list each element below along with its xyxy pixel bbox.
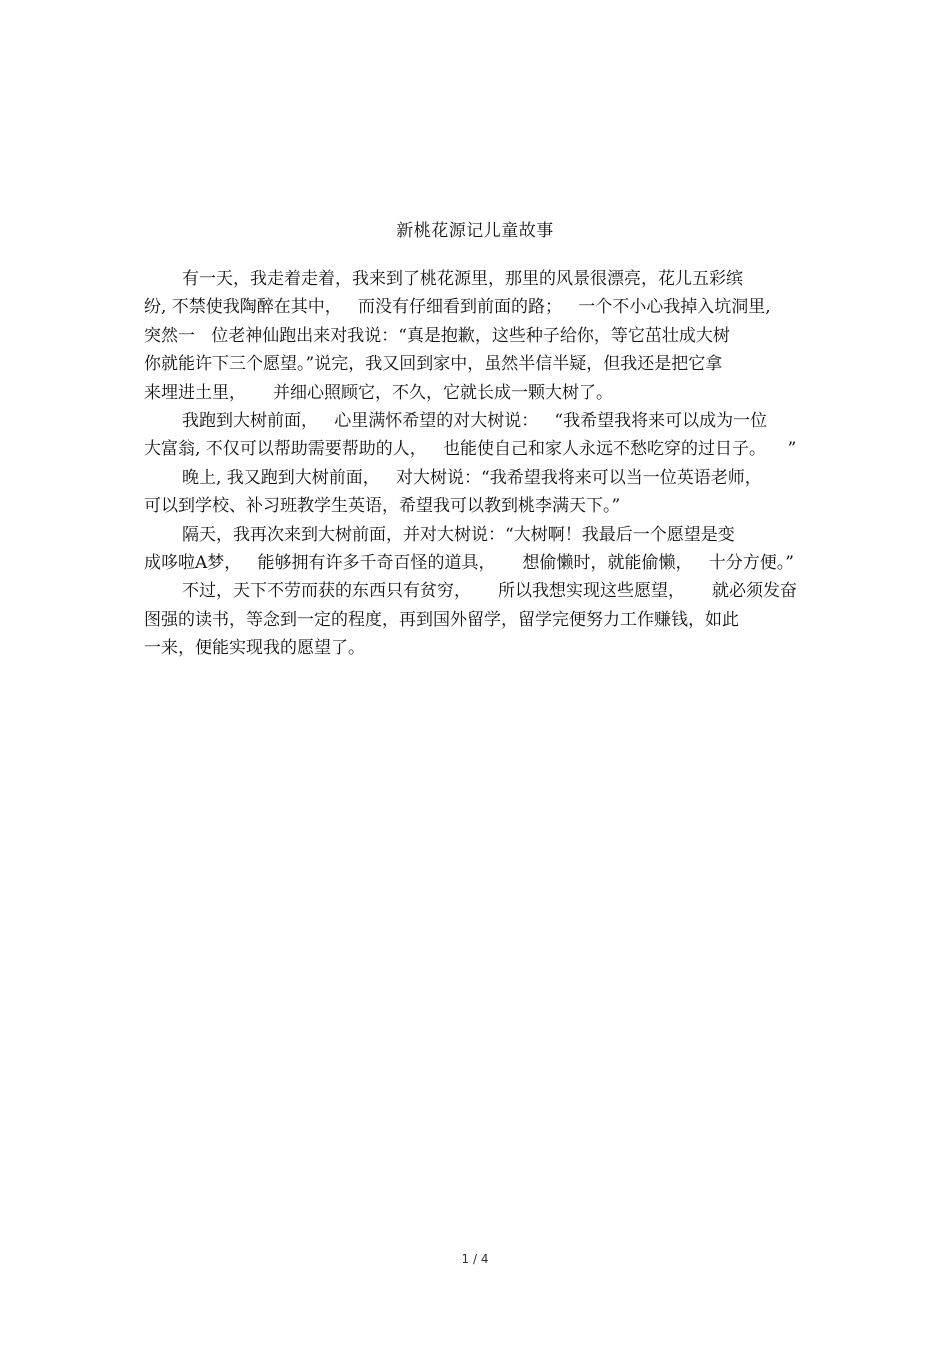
document-body xyxy=(144,265,844,663)
paragraph-1-line-4: 你就能许下三个愿望。”说完，我又回到家中，虽然半信半疑，但我还是把它拿 xyxy=(144,354,723,375)
paragraph-1-line-3: 突然一 位老神仙跑出来对我说：“真是抱歉，这些种子给你，等它茁壮成大树 xyxy=(144,325,730,346)
paragraph-5-line-1: 不过，天下不劳而获的东西只有贫穷， 所以我想实现这些愿望， 就必须发奋 xyxy=(182,581,798,602)
document-title: 新桃花源记儿童故事 xyxy=(396,221,554,241)
paragraph-2-line-2: 大富翁, 不仅可以帮助需要帮助的人， 也能使自己和家人永远不愁吃穿的过日子。 ” xyxy=(144,439,797,460)
paragraph-5-line-3: 一来，便能实现我的愿望了。 xyxy=(144,638,365,659)
page-number: 1 / 4 xyxy=(461,1252,489,1266)
paragraph-1-line-1: 有一天，我走着走着，我来到了桃花源里，那里的风景很漂亮，花儿五彩缤 xyxy=(182,269,743,289)
paragraph-1-line-5: 来埋进土里， 并细心照顾它，不久，它就长成一颗大树了。 xyxy=(144,382,614,403)
paragraph-3-line-2: 可以到学校、补习班教学生英语，希望我可以教到桃李满天下。” xyxy=(144,496,621,517)
paragraph-1-line-2: 纷, 不禁使我陶醉在其中， 而没有仔细看到前面的路； 一个不小心我掉入坑洞里, xyxy=(144,297,771,318)
paragraph-5-line-2: 图强的读书，等念到一定的程度，再到国外留学，留学完便努力工作赚钱，如此 xyxy=(144,609,739,630)
paragraph-2-line-1: 我跑到大树前面， 心里满怀希望的对大树说： “我希望我将来可以成为一位 xyxy=(182,411,768,432)
paragraph-3-line-1: 晚上, 我又跑到大树前面， 对大树说：“我希望我将来可以当一位英语老师， xyxy=(182,467,762,488)
paragraph-4-line-2: 成哆啦A梦， 能够拥有许多千奇百怪的道具， 想偷懒时，就能偷懒， 十分方便。” xyxy=(144,553,794,574)
paragraph-4-line-1: 隔天，我再次来到大树前面，并对大树说：“大树啊！我最后一个愿望是变 xyxy=(182,524,735,545)
